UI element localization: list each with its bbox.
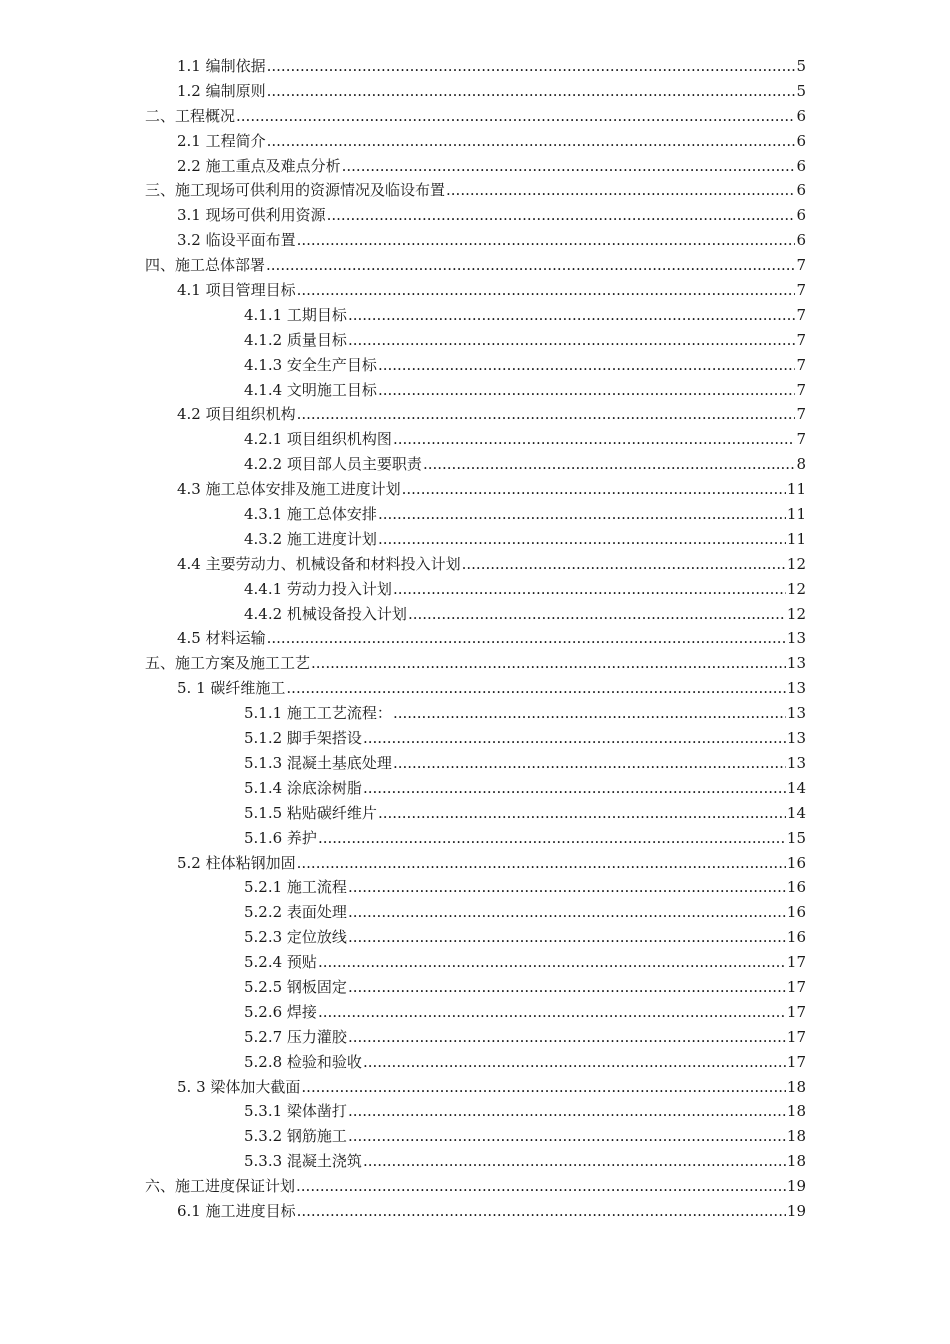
toc-entry-title: 4.1.2 质量目标 (244, 330, 347, 349)
toc-entry-line (145, 651, 806, 676)
toc-entry-page-number: 19 (786, 1201, 806, 1220)
toc-entry-page-number: 11 (786, 505, 806, 524)
toc-entry-line (244, 900, 806, 925)
toc-entry-line (244, 452, 806, 477)
toc-entry-title: 4.3.2 施工进度计划 (244, 529, 377, 548)
toc-entry[interactable] (0, 1199, 950, 1224)
toc-dot-leader (348, 1099, 786, 1124)
toc-entry-page-number: 7 (796, 281, 806, 300)
toc-entry-line (244, 1050, 806, 1075)
toc-entry[interactable] (0, 875, 950, 900)
toc-entry-page-number: 17 (786, 953, 806, 972)
toc-entry-title: 2.2 施工重点及难点分析 (177, 156, 341, 175)
toc-entry-page-number: 16 (786, 878, 806, 897)
toc-entry-title: 5.2.5 钢板固定 (244, 977, 347, 996)
toc-dot-leader (408, 602, 786, 627)
toc-entry[interactable] (0, 1174, 950, 1199)
toc-entry-title: 3.1 现场可供利用资源 (177, 206, 326, 225)
toc-entry-page-number: 14 (786, 778, 806, 797)
toc-entry-title: 三、施工现场可供利用的资源情况及临设布置 (145, 181, 446, 200)
toc-dot-leader (348, 925, 786, 950)
toc-entry-line (244, 502, 806, 527)
toc-entry-line (177, 477, 806, 502)
toc-dot-leader (267, 129, 796, 154)
toc-dot-leader (423, 452, 796, 477)
toc-entry-page-number: 13 (786, 679, 806, 698)
toc-dot-leader (301, 1075, 786, 1100)
toc-dot-leader (348, 303, 796, 328)
toc-entry-page-number: 8 (796, 455, 806, 474)
toc-entry[interactable] (0, 1075, 950, 1100)
toc-entry[interactable] (0, 851, 950, 876)
toc-entry-line (244, 328, 806, 353)
toc-dot-leader (297, 278, 796, 303)
toc-dot-leader (378, 502, 786, 527)
toc-entry-line (177, 626, 806, 651)
toc-dot-leader (378, 527, 786, 552)
toc-entry-title: 5.1.1 施工工艺流程： (244, 704, 392, 723)
toc-entry-page-number: 17 (786, 1052, 806, 1071)
toc-entry-title: 5.2.2 表面处理 (244, 903, 347, 922)
toc-dot-leader (348, 1025, 786, 1050)
toc-entry-line (145, 104, 806, 129)
toc-entry-page-number: 7 (796, 380, 806, 399)
toc-entry-line (177, 676, 806, 701)
toc-entry[interactable] (0, 129, 950, 154)
toc-entry[interactable] (0, 651, 950, 676)
toc-entry-line (244, 1124, 806, 1149)
toc-entry-page-number: 17 (786, 1027, 806, 1046)
toc-entry-line (177, 1075, 806, 1100)
toc-entry-title: 4.1.4 文明施工目标 (244, 380, 377, 399)
toc-entry-title: 1.1 编制依据 (177, 57, 266, 75)
toc-entry-line (177, 129, 806, 154)
toc-entry-page-number: 7 (796, 405, 806, 424)
toc-entry-line (244, 826, 806, 851)
toc-entry[interactable] (0, 751, 950, 776)
toc-entry-line (244, 1000, 806, 1025)
toc-entry-title: 4.5 材料运输 (177, 629, 266, 648)
toc-entry-line (244, 303, 806, 328)
toc-entry-page-number: 15 (786, 828, 806, 847)
toc-entry-page-number: 13 (786, 629, 806, 648)
toc-entry-title: 4.2.2 项目部人员主要职责 (244, 455, 422, 474)
toc-entry-line (244, 527, 806, 552)
toc-entry-page-number: 13 (786, 654, 806, 673)
toc-entry[interactable] (0, 502, 950, 527)
toc-dot-leader (318, 826, 786, 851)
toc-entry[interactable] (0, 925, 950, 950)
toc-dot-leader (446, 178, 795, 203)
toc-entry-title: 4.3.1 施工总体安排 (244, 505, 377, 524)
toc-dot-leader (311, 651, 786, 676)
toc-entry-title: 4.4 主要劳动力、机械设备和材料投入计划 (177, 554, 461, 573)
toc-dot-leader (267, 79, 796, 104)
toc-dot-leader (363, 776, 786, 801)
toc-entry-line (145, 178, 806, 203)
toc-entry-page-number: 7 (796, 355, 806, 374)
toc-entry[interactable] (0, 203, 950, 228)
toc-entry-title: 5.3.1 梁体凿打 (244, 1102, 347, 1121)
toc-entry-page-number: 7 (796, 305, 806, 324)
toc-entry-title: 四、施工总体部署 (145, 256, 266, 275)
toc-dot-leader (297, 228, 796, 253)
toc-entry-line (244, 726, 806, 751)
toc-entry-page-number: 18 (786, 1152, 806, 1171)
toc-entry-line (244, 950, 806, 975)
toc-entry-line (244, 925, 806, 950)
toc-entry-line (177, 402, 806, 427)
toc-entry-page-number: 18 (786, 1127, 806, 1146)
toc-entry-line (145, 1174, 806, 1199)
toc-entry-title: 3.2 临设平面布置 (177, 231, 296, 250)
toc-entry[interactable] (0, 452, 950, 477)
toc-entry-line (244, 353, 806, 378)
toc-dot-leader (297, 1199, 786, 1224)
table-of-contents (0, 54, 950, 1224)
toc-entry[interactable] (0, 826, 950, 851)
toc-entry-line (177, 1199, 806, 1224)
toc-entry-page-number: 6 (796, 231, 806, 250)
toc-entry-page-number: 7 (796, 430, 806, 449)
toc-entry-page-number: 7 (796, 330, 806, 349)
toc-entry[interactable] (0, 626, 950, 651)
toc-entry-title: 4.1 项目管理目标 (177, 281, 296, 300)
toc-entry-line (244, 1025, 806, 1050)
toc-dot-leader (393, 427, 796, 452)
toc-entry-page-number: 16 (786, 928, 806, 947)
toc-entry[interactable] (0, 1025, 950, 1050)
toc-entry-title: 5.1.5 粘贴碳纤维片 (244, 803, 377, 822)
toc-entry-page-number: 16 (786, 903, 806, 922)
toc-entry[interactable] (0, 353, 950, 378)
toc-entry-page-number: 6 (796, 181, 806, 200)
toc-entry-line (244, 701, 806, 726)
toc-entry-title: 5.2.8 检验和验收 (244, 1052, 362, 1071)
toc-entry[interactable] (0, 726, 950, 751)
toc-entry-page-number: 13 (786, 729, 806, 748)
toc-entry[interactable] (0, 1099, 950, 1124)
toc-entry[interactable] (0, 328, 950, 353)
toc-entry-title: 5. 1 碳纤维施工 (177, 679, 286, 698)
toc-entry[interactable] (0, 253, 950, 278)
toc-dot-leader (348, 875, 786, 900)
toc-entry-page-number: 6 (796, 156, 806, 175)
toc-entry-line (244, 776, 806, 801)
toc-entry[interactable] (0, 303, 950, 328)
toc-entry-line (244, 875, 806, 900)
toc-entry-line (177, 203, 806, 228)
toc-entry-title: 5.2.4 预贴 (244, 953, 317, 972)
toc-dot-leader (393, 751, 786, 776)
toc-entry[interactable] (0, 776, 950, 801)
toc-dot-leader (462, 552, 786, 577)
toc-entry[interactable] (0, 801, 950, 826)
toc-entry-line (177, 154, 806, 179)
toc-entry-page-number: 16 (786, 853, 806, 872)
toc-dot-leader (297, 402, 796, 427)
toc-entry-title: 5.1.2 脚手架搭设 (244, 729, 362, 748)
toc-entry-title: 4.4.1 劳动力投入计划 (244, 579, 392, 598)
toc-entry-line (244, 602, 806, 627)
toc-entry[interactable] (0, 79, 950, 104)
toc-entry[interactable] (0, 602, 950, 627)
toc-entry-title: 5.1.4 涂底涂树脂 (244, 778, 362, 797)
toc-entry-page-number: 18 (786, 1077, 806, 1096)
toc-entry-page-number: 11 (786, 480, 806, 499)
toc-entry-title: 4.2.1 项目组织机构图 (244, 430, 392, 449)
toc-dot-leader (318, 950, 786, 975)
toc-entry-page-number: 14 (786, 803, 806, 822)
toc-entry[interactable] (0, 228, 950, 253)
toc-dot-leader (297, 851, 786, 876)
toc-entry[interactable] (0, 1000, 950, 1025)
toc-entry-line (244, 751, 806, 776)
toc-entry[interactable] (0, 900, 950, 925)
toc-entry-page-number: 12 (786, 604, 806, 623)
toc-entry[interactable] (0, 552, 950, 577)
toc-dot-leader (348, 900, 786, 925)
toc-dot-leader (318, 1000, 786, 1025)
toc-entry[interactable] (0, 178, 950, 203)
toc-entry[interactable] (0, 975, 950, 1000)
toc-entry[interactable] (0, 1149, 950, 1174)
toc-entry[interactable] (0, 402, 950, 427)
toc-entry-line (177, 851, 806, 876)
toc-entry-page-number: 5 (796, 81, 806, 100)
toc-entry-title: 5.3.2 钢筋施工 (244, 1127, 347, 1146)
toc-entry-title: 4.1.1 工期目标 (244, 305, 347, 324)
toc-entry[interactable] (0, 427, 950, 452)
toc-entry-title: 4.2 项目组织机构 (177, 405, 296, 424)
toc-entry-page-number: 12 (786, 554, 806, 573)
toc-entry-title: 5.2.3 定位放线 (244, 928, 347, 947)
toc-entry-title: 4.3 施工总体安排及施工进度计划 (177, 480, 401, 499)
toc-entry-page-number: 19 (786, 1177, 806, 1196)
toc-entry-line (177, 54, 806, 79)
toc-entry-page-number: 6 (796, 131, 806, 150)
toc-entry[interactable] (0, 701, 950, 726)
toc-entry-title: 5.2 柱体粘钢加固 (177, 853, 296, 872)
toc-entry-title: 5. 3 梁体加大截面 (177, 1077, 301, 1096)
toc-dot-leader (363, 726, 786, 751)
toc-dot-leader (348, 1124, 786, 1149)
toc-entry-page-number: 6 (796, 106, 806, 125)
toc-entry-line (177, 79, 806, 104)
toc-entry-page-number: 5 (796, 57, 806, 75)
toc-entry[interactable] (0, 278, 950, 303)
toc-entry-line (244, 577, 806, 602)
toc-entry-page-number: 7 (796, 256, 806, 275)
toc-dot-leader (402, 477, 786, 502)
toc-entry-line (177, 228, 806, 253)
toc-entry-title: 5.2.1 施工流程 (244, 878, 347, 897)
toc-entry[interactable] (0, 1050, 950, 1075)
toc-entry-page-number: 13 (786, 704, 806, 723)
toc-entry-title: 1.2 编制原则 (177, 81, 266, 100)
toc-entry-line (177, 552, 806, 577)
toc-entry-title: 5.2.6 焊接 (244, 1002, 317, 1021)
toc-entry-line (244, 801, 806, 826)
toc-entry[interactable] (0, 477, 950, 502)
toc-entry-title: 六、施工进度保证计划 (145, 1177, 296, 1196)
toc-dot-leader (363, 1149, 786, 1174)
toc-entry-title: 5.3.3 混凝土浇筑 (244, 1152, 362, 1171)
toc-entry-line (244, 975, 806, 1000)
toc-dot-leader (236, 104, 795, 129)
toc-entry-title: 5.2.7 压力灌胶 (244, 1027, 347, 1046)
toc-entry-title: 五、施工方案及施工工艺 (145, 654, 311, 673)
toc-entry-page-number: 11 (786, 529, 806, 548)
toc-dot-leader (342, 154, 796, 179)
toc-dot-leader (286, 676, 786, 701)
toc-dot-leader (378, 378, 796, 403)
toc-entry-title: 4.1.3 安全生产目标 (244, 355, 377, 374)
toc-entry-title: 5.1.6 养护 (244, 828, 317, 847)
toc-entry-page-number: 18 (786, 1102, 806, 1121)
toc-entry[interactable] (0, 527, 950, 552)
toc-entry[interactable] (0, 104, 950, 129)
toc-entry[interactable] (0, 154, 950, 179)
toc-dot-leader (348, 328, 796, 353)
toc-dot-leader (266, 253, 795, 278)
toc-dot-leader (393, 577, 786, 602)
toc-entry-line (145, 253, 806, 278)
toc-entry[interactable] (0, 378, 950, 403)
toc-entry-page-number: 17 (786, 977, 806, 996)
toc-entry-page-number: 13 (786, 753, 806, 772)
toc-dot-leader (267, 54, 796, 79)
toc-dot-leader (296, 1174, 786, 1199)
toc-entry-line (244, 1149, 806, 1174)
toc-dot-leader (378, 801, 786, 826)
toc-entry[interactable] (0, 577, 950, 602)
toc-entry[interactable] (0, 950, 950, 975)
toc-entry-page-number: 12 (786, 579, 806, 598)
toc-entry-line (244, 1099, 806, 1124)
toc-entry-line (177, 278, 806, 303)
toc-entry-title: 5.1.3 混凝土基底处理 (244, 753, 392, 772)
toc-entry-page-number: 6 (796, 206, 806, 225)
toc-dot-leader (327, 203, 796, 228)
toc-dot-leader (378, 353, 796, 378)
toc-entry[interactable] (0, 54, 950, 79)
toc-entry-title: 二、工程概况 (145, 106, 236, 125)
toc-entry-title: 4.4.2 机械设备投入计划 (244, 604, 407, 623)
toc-entry-title: 2.1 工程简介 (177, 131, 266, 150)
toc-dot-leader (393, 701, 786, 726)
toc-entry-page-number: 17 (786, 1002, 806, 1021)
toc-entry[interactable] (0, 676, 950, 701)
toc-dot-leader (267, 626, 786, 651)
toc-dot-leader (363, 1050, 786, 1075)
toc-entry[interactable] (0, 1124, 950, 1149)
toc-entry-title: 6.1 施工进度目标 (177, 1201, 296, 1220)
toc-entry-line (244, 378, 806, 403)
toc-dot-leader (348, 975, 786, 1000)
toc-entry-line (244, 427, 806, 452)
